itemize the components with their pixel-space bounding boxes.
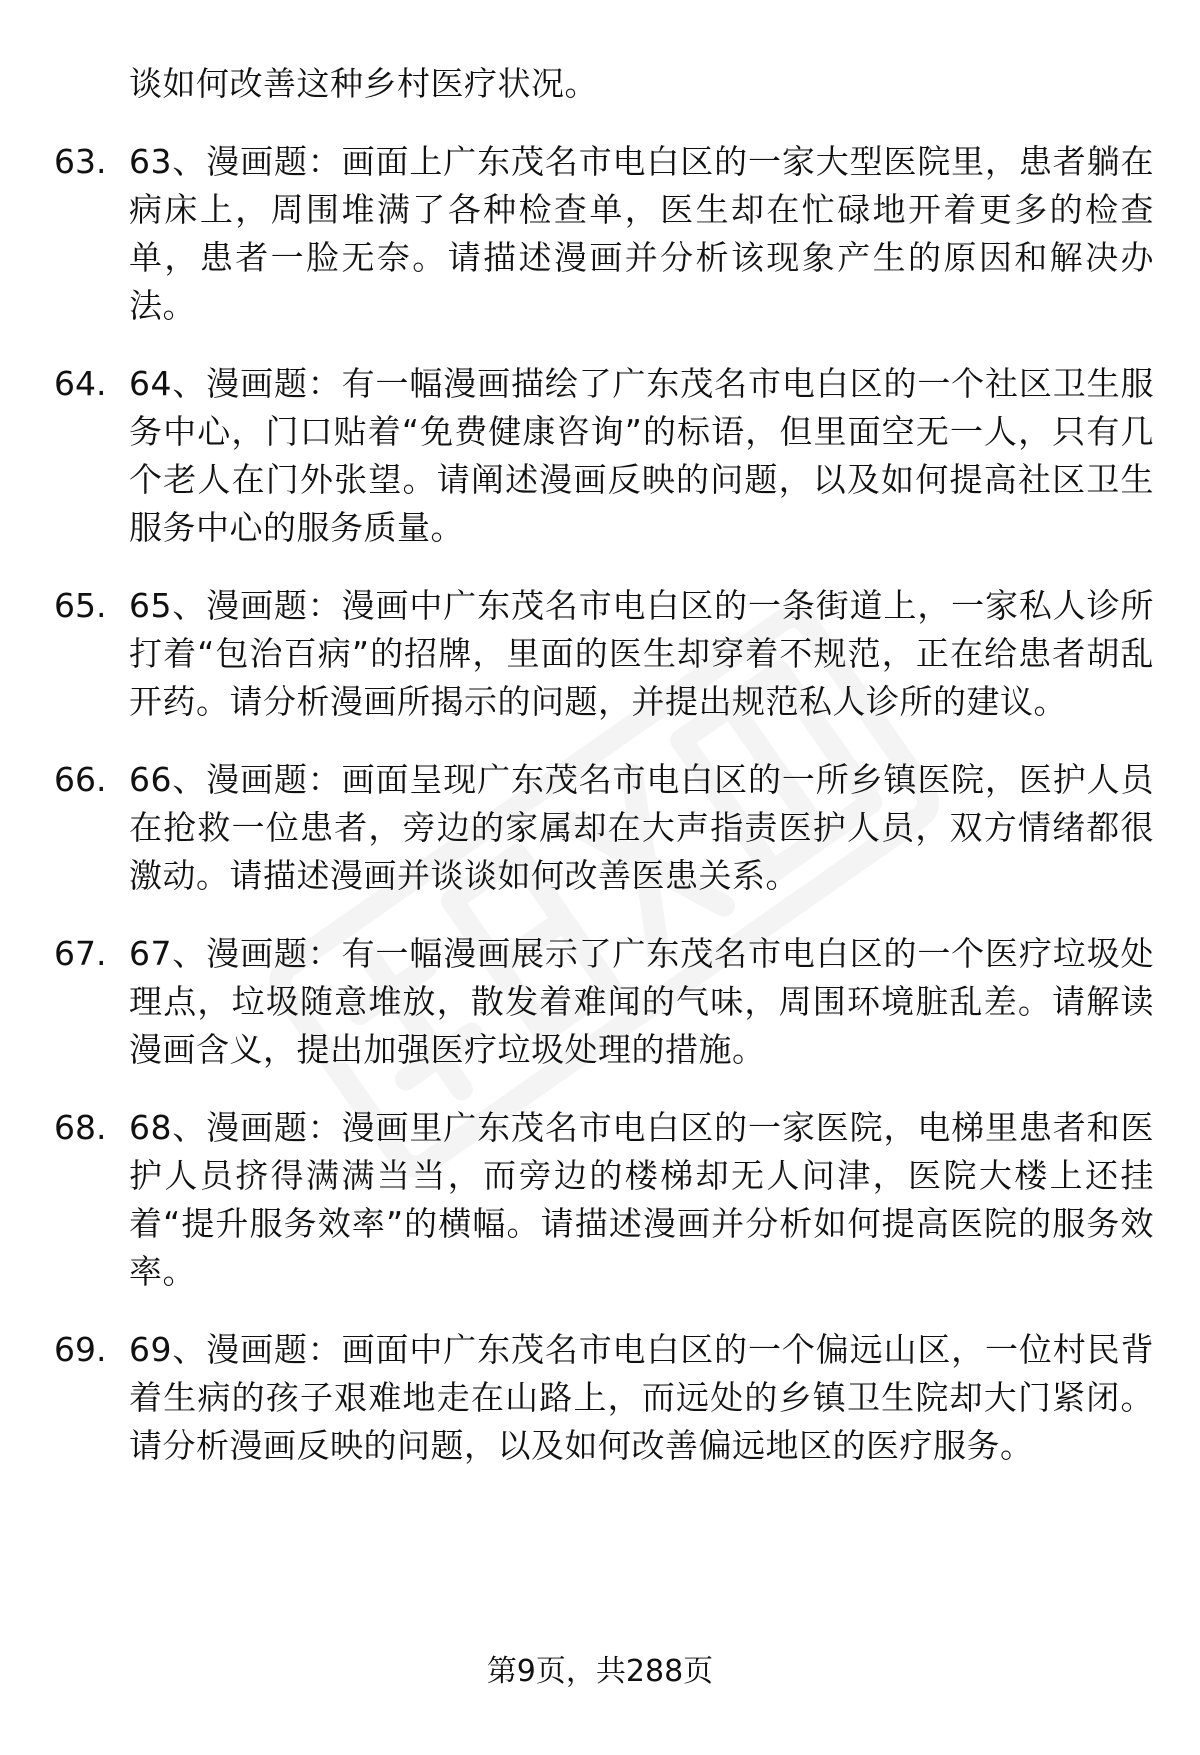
list-item-text: 64、漫画题：有一幅漫画描绘了广东茂名市电白区的一个社区卫生服务中心，门口贴着“免费健康咨询”的标语，但里面空无一人，只有几个老人在门外张望。请阐述漫画反映的问题，以及如何提高社区卫生服务中心的服务质量。 (129, 364, 1154, 547)
list-item (54, 1326, 1154, 1470)
list-item-number: 67. (54, 934, 107, 973)
list-item-text: 67、漫画题：有一幅漫画展示了广东茂名市电白区的一个医疗垃圾处理点，垃圾随意堆放，散发着难闻的气味，周围环境脏乱差。请解读漫画含义，提出加强医疗垃圾处理的措施。 (129, 934, 1154, 1069)
list-item-number: 66. (54, 760, 107, 799)
list-item (54, 1104, 1154, 1296)
list-item-number: 68. (54, 1108, 107, 1147)
list-item (54, 930, 1154, 1074)
list-item-text: 65、漫画题：漫画中广东茂名市电白区的一条街道上，一家私人诊所打着“包治百病”的招牌，里面的医生却穿着不规范，正在给患者胡乱开药。请分析漫画所揭示的问题，并提出规范私人诊所的建议。 (129, 586, 1154, 721)
list-item-number: 69. (54, 1330, 107, 1369)
list-item (54, 360, 1154, 552)
list-item (54, 756, 1154, 900)
continued-paragraph: 谈如何改善这种乡村医疗状况。 (129, 64, 598, 103)
list-item-text: 66、漫画题：画面呈现广东茂名市电白区的一所乡镇医院，医护人员在抢救一位患者，旁边的家属却在大声指责医护人员，双方情绪都很激动。请描述漫画并谈谈如何改善医患关系。 (129, 760, 1154, 895)
question-list (54, 60, 1154, 1470)
list-item-text: 63、漫画题：画面上广东茂名市电白区的一家大型医院里，患者躺在病床上，周围堆满了各种检查单，医生却在忙碌地开着更多的检查单，患者一脸无奈。请描述漫画并分析该现象产生的原因和解决办法。 (129, 142, 1154, 325)
list-item (54, 138, 1154, 330)
list-item (54, 582, 1154, 726)
list-item-text: 68、漫画题：漫画里广东茂名市电白区的一家医院，电梯里患者和医护人员挤得满满当当，而旁边的楼梯却无人问津，医院大楼上还挂着“提升服务效率”的横幅。请描述漫画并分析如何提高医院的服务效率。 (129, 1108, 1154, 1291)
list-item-number: 65. (54, 586, 107, 625)
page-number-footer: 第9页，共288页 (486, 1654, 714, 1689)
list-item-number: 64. (54, 364, 107, 403)
list-item-text: 69、漫画题：画面中广东茂名市电白区的一个偏远山区，一位村民背着生病的孩子艰难地走在山路上，而远处的乡镇卫生院却大门紧闭。请分析漫画反映的问题，以及如何改善偏远地区的医疗服务。 (129, 1330, 1154, 1465)
list-item-number: 63. (54, 142, 107, 181)
